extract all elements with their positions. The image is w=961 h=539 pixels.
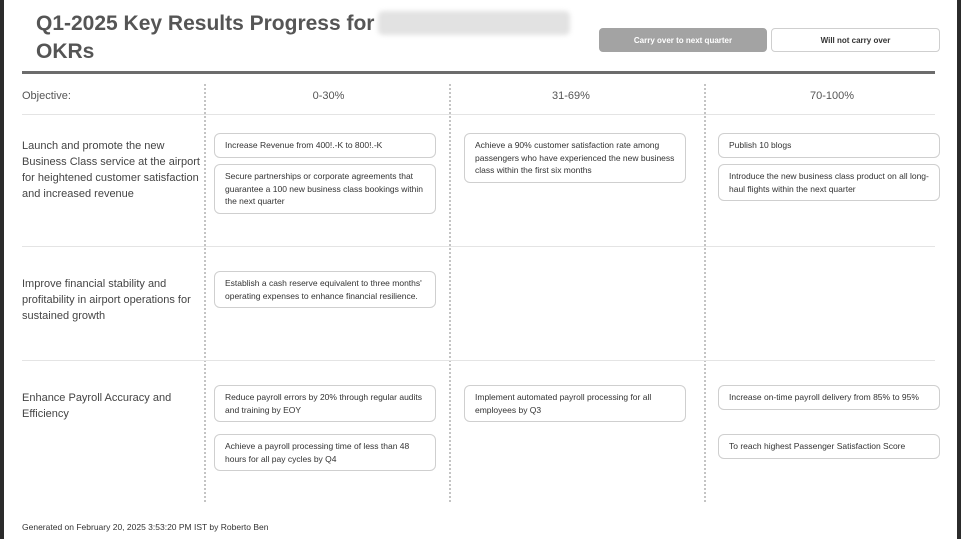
generated-footer: Generated on February 20, 2025 3:53:20 PM IST by Roberto Ben [22,522,269,532]
row-divider [22,360,935,361]
key-result-card: Publish 10 blogs [718,133,940,158]
key-result-card: Introduce the new business class product on all long-haul flights within the next quarter [718,164,940,201]
key-result-card: Achieve a payroll processing time of less than 48 hours for all pay cycles by Q4 [214,434,436,471]
key-result-card: Secure partnerships or corporate agreements that guarantee a 100 new business class bookings within the next quarter [214,164,436,214]
header-rule [22,71,935,74]
key-result-card: To reach highest Passenger Satisfaction Score [718,434,940,459]
column-header-objective: Objective: [22,90,71,102]
objective-payroll: Enhance Payroll Accuracy and Efficiency [22,392,172,420]
row-divider [22,114,935,115]
report-title [36,10,596,66]
key-result-card: Increase Revenue from 400!.-K to 800!.-K [214,133,436,158]
column-divider [449,84,451,502]
key-result-card: Reduce payroll errors by 20% through regular audits and training by EOY [214,385,436,422]
key-result-card: Implement automated payroll processing for all employees by Q3 [464,385,686,422]
right-window-edge [957,0,961,539]
legend-not-carry-over: Will not carry over [771,28,940,52]
left-window-edge [0,0,4,539]
report-title-text: Q1-2025 Key Results Progress for [36,12,375,35]
key-result-card: Establish a cash reserve equivalent to three months' operating expenses to enhance financial resilience. [214,271,436,308]
report-title-suffix: OKRs [36,40,95,63]
key-result-card: Achieve a 90% customer satisfaction rate among passengers who have experienced the new business class within the first six months [464,133,686,183]
redacted-name [378,11,570,35]
legend-carry-over: Carry over to next quarter [599,28,767,52]
column-divider [704,84,706,502]
objective-financial-stability: Improve financial stability and profitability in airport operations for sustained growth [22,278,191,322]
objective-business-class: Launch and promote the new Business Class service at the airport for heightened customer satisfaction and increased revenue [22,140,200,200]
column-divider [204,84,206,502]
row-divider [22,246,935,247]
column-header-0-30: 0-30% [312,90,345,102]
key-result-card: Increase on-time payroll delivery from 85% to 95% [718,385,940,410]
column-header-70-100: 70-100% [809,90,855,102]
column-header-31-69: 31-69% [552,90,590,102]
